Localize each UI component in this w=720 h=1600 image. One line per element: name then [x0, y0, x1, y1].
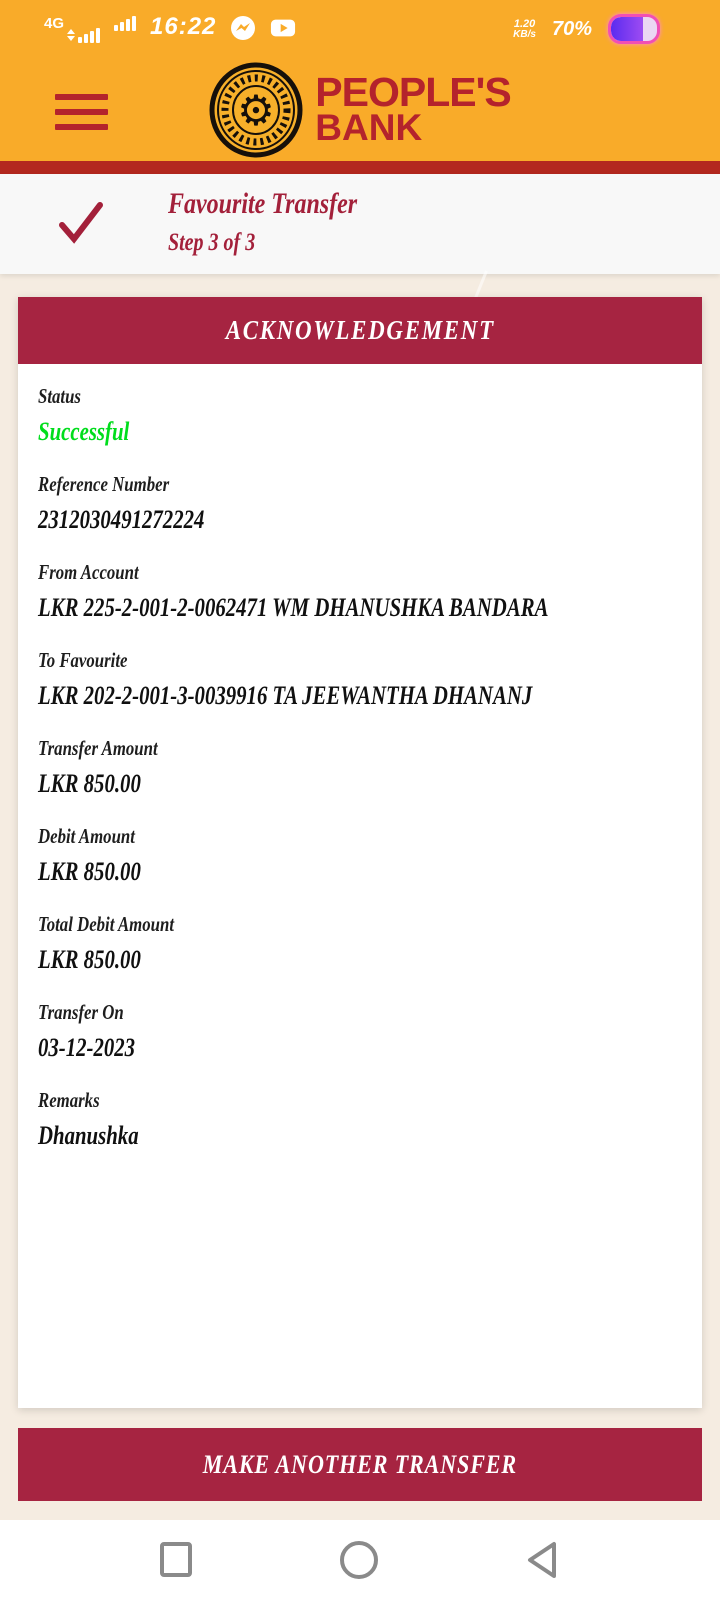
data-rate-indicator [513, 19, 536, 40]
brand-line1: PEOPLE'S [315, 68, 511, 115]
field-transfer-on [38, 1002, 682, 1061]
recents-button[interactable] [157, 1540, 195, 1580]
app-header [0, 58, 720, 161]
step-indicator: Step 3 of 3 [168, 228, 256, 256]
field-remarks [38, 1090, 682, 1149]
field-status [38, 386, 682, 445]
battery-icon [608, 14, 660, 44]
brand-wordmark [315, 68, 511, 149]
network-type-label: 4G [44, 15, 65, 32]
field-label: Remarks [38, 1088, 100, 1112]
home-circle-icon [338, 1539, 380, 1581]
reference-number-value: 2312030491272224 [38, 505, 205, 534]
card-body [18, 364, 702, 1149]
svg-text:⚙: ⚙ [237, 85, 276, 135]
back-triangle-icon [523, 1539, 563, 1581]
status-bar [0, 0, 720, 58]
field-label: Transfer Amount [38, 736, 158, 760]
field-to-favourite [38, 650, 682, 709]
card-banner [18, 297, 702, 364]
messenger-icon [230, 15, 256, 41]
field-label: Reference Number [38, 472, 170, 496]
field-label: Total Debit Amount [38, 912, 174, 936]
data-rate-unit: KB/s [513, 28, 536, 40]
home-button[interactable] [338, 1539, 380, 1581]
field-from-account [38, 562, 682, 621]
from-account-value: LKR 225-2-001-2-0062471 WM DHANUSHKA BANDARA [38, 593, 549, 622]
signal-bars-icon [78, 28, 100, 43]
field-label: To Favourite [38, 648, 128, 672]
field-reference-number [38, 474, 682, 533]
youtube-icon [270, 15, 296, 41]
back-button[interactable] [523, 1539, 563, 1581]
make-another-transfer-label: MAKE ANOTHER TRANSFER [202, 1449, 518, 1479]
remarks-value: Dhanushka [38, 1121, 139, 1150]
make-another-transfer-button[interactable] [18, 1428, 702, 1501]
brand-line2: BANK [315, 107, 423, 149]
field-label: Debit Amount [38, 824, 135, 848]
network-indicator [44, 16, 100, 43]
field-transfer-amount [38, 738, 682, 797]
signal-bars-2-icon [114, 16, 136, 31]
field-debit-amount [38, 826, 682, 885]
clock-time: 16:22 [150, 13, 217, 40]
checkmark-icon [57, 200, 105, 244]
total-debit-amount-value: LKR 850.00 [38, 945, 141, 974]
peoples-bank-seal-logo [209, 62, 303, 158]
page-title: Favourite Transfer [168, 187, 358, 220]
battery-fill [611, 17, 643, 41]
status-value: Successful [38, 417, 130, 446]
to-favourite-value: LKR 202-2-001-3-0039916 TA JEEWANTHA DHANANJ [38, 681, 533, 710]
debit-amount-value: LKR 850.00 [38, 857, 141, 886]
android-navigation-bar [0, 1520, 720, 1600]
header-divider [0, 161, 720, 174]
data-updown-arrows-icon [67, 29, 75, 41]
transfer-on-value: 03-12-2023 [38, 1033, 136, 1062]
field-label: Status [38, 384, 81, 408]
step-header [0, 174, 720, 274]
battery-percent-label: 70% [551, 17, 592, 40]
field-total-debit-amount [38, 914, 682, 973]
field-label: From Account [38, 560, 139, 584]
card-banner-title: ACKNOWLEDGEMENT [225, 315, 495, 345]
acknowledgement-card [18, 297, 702, 1408]
brand-lockup [0, 62, 720, 158]
transfer-amount-value: LKR 850.00 [38, 769, 141, 798]
field-label: Transfer On [38, 1000, 124, 1024]
recents-square-icon [157, 1540, 195, 1580]
data-rate-value: 1.20 [513, 17, 536, 30]
